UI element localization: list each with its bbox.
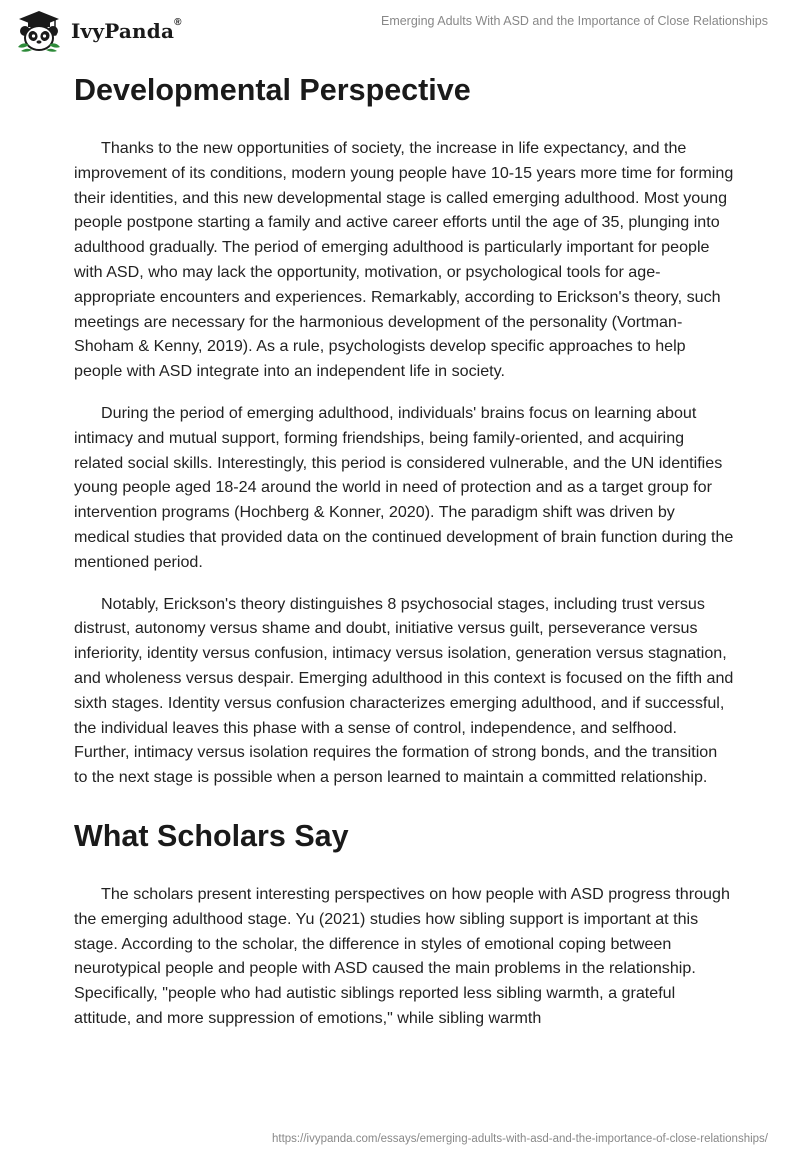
brand-name: IvyPanda® (71, 17, 182, 43)
page-header (0, 0, 800, 60)
paragraph: The scholars present interesting perspectives on how people with ASD progress through the emerging adulthood stage. Yu (2021) studies how sibling support is important at this stage. According to the scholar, the difference in styles of emotional coping between neurotypical people and people with ASD caused the main problems in the relationship. Specifically, "people who had autistic siblings reported less sibling warmth, a grateful attitude, and more suppression of emotions," while sibling warmth (74, 884, 730, 1027)
paragraph: Thanks to the new opportunities of society, the increase in life expectancy, and the improvement of its conditions, modern young people have 10-15 years more time for forming their identities, and this new developmental stage is called emerging adulthood. Most young people postpone starting a family and active career efforts until the age of 35, plunging into adulthood gradually. The period of emerging adulthood is particularly important for people with ASD, who may lack the opportunity, motivation, or psychological tools for age-appropriate encounters and experiences. Remarkably, according to Erickson's theory, such meetings are necessary for the harmonious development of the personality (Vortman-Shoham & Kenny, 2019). As a rule, psychologists develop specific approaches to help people with ASD integrate into an independent life in society. (74, 139, 734, 381)
ivypanda-logo[interactable] (15, 8, 182, 54)
document-title: Emerging Adults With ASD and the Importance of Close Relationships (380, 14, 768, 28)
section-heading-what-scholars-say: What Scholars Say (74, 818, 349, 853)
section-heading-developmental-perspective: Developmental Perspective (74, 73, 471, 107)
panda-graduate-icon (15, 9, 63, 53)
paragraph: Notably, Erickson's theory distinguishes 8 psychosocial stages, including trust versus distrust, autonomy versus shame and doubt, initiative versus guilt, perseverance versus inferiority, identity versus confusion, intimacy versus isolation, generation versus stagnation, and wholeness versus despair. Emerging adulthood in this context is focused on the fifth and sixth stages. Identity versus confusion characterizes emerging adulthood, and if successful, the individual leaves this phase with a sense of control, independence, and selfhood. Further, intimacy versus isolation requires the formation of strong bonds, and the transition to the next stage is possible when a person learned to maintain a committed relationship. (74, 594, 734, 787)
essay-content (74, 70, 734, 1048)
footer-source-url[interactable]: https://ivypanda.com/essays/emerging-adults-with-asd-and-the-importance-of-close-relationships/ (272, 1133, 768, 1145)
paragraph: During the period of emerging adulthood, individuals' brains focus on learning about intimacy and mutual support, forming friendships, being family-oriented, and acquiring related social skills. Interestingly, this period is considered vulnerable, and the UN identifies young people aged 18-24 around the world in need of protection and as a target group for intervention programs (Hochberg & Konner, 2020). The paradigm shift was driven by medical studies that provided data on the continued development of brain function during the mentioned period. (74, 403, 734, 571)
